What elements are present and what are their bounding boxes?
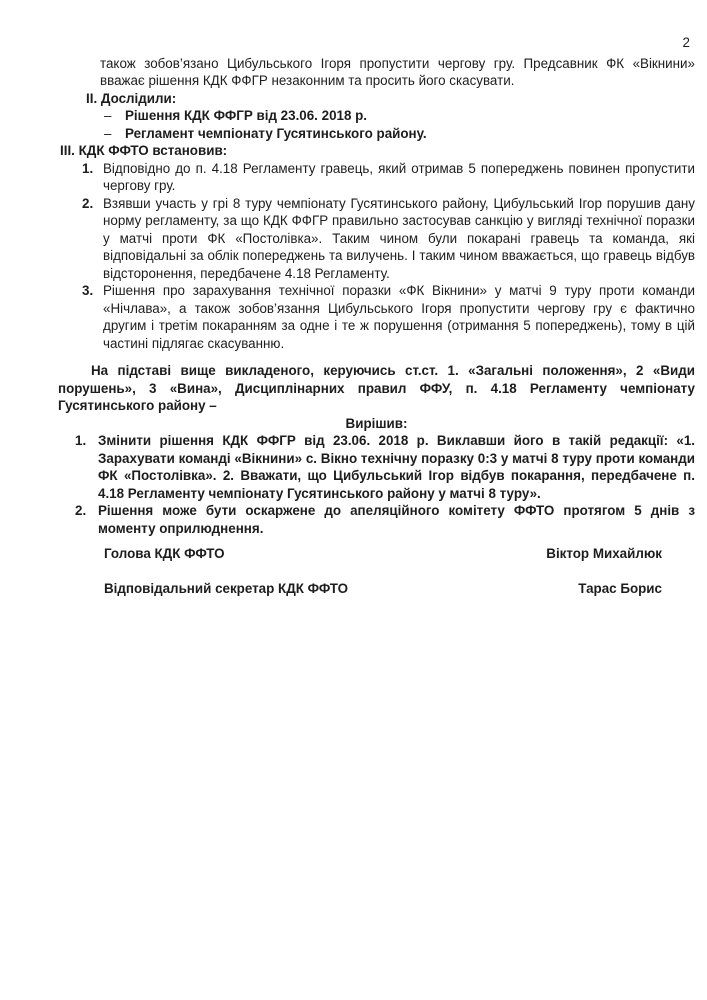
item-number: 3. xyxy=(82,283,94,298)
resolution-list xyxy=(58,432,695,537)
dash-bullet: – xyxy=(104,125,112,141)
signature-row xyxy=(104,580,662,598)
spacer xyxy=(58,352,695,362)
findings-list xyxy=(58,160,695,353)
spacer xyxy=(58,537,695,545)
evidence-item xyxy=(104,107,695,125)
intro-paragraph: також зобов’язано Цибульського Ігоря пропустити чергову гру. Предсавник ФК «Вікнини» вважає рішення КДК ФФГР незаконним та просить його скасувати. xyxy=(100,55,695,88)
item-number: 2. xyxy=(82,195,94,211)
resolution-heading: Вирішив: xyxy=(345,415,408,431)
evidence-item xyxy=(104,125,695,143)
resolution-item xyxy=(75,432,695,502)
evidence-item-text: Регламент чемпіонату Гусятинського району. xyxy=(125,125,427,141)
finding-item xyxy=(82,160,695,195)
item-text: Відповідно до п. 4.18 Регламенту гравець, який отримав 5 попереджень повинен пропустити чергову гру. xyxy=(103,160,695,193)
section-2-heading: II. Дослідили: xyxy=(86,90,177,106)
page-number: 2 xyxy=(682,35,690,50)
evidence-list xyxy=(58,107,695,142)
spacer xyxy=(58,563,695,580)
item-text: Рішення про зарахування технічної поразки «ФК Вікнини» у матчі 9 туру проти команди «Нічлава», а також зобов’язання Цибульського Ігоря пропустити чергову гру є фактично другим і третім покаранням за одне і те ж порушення (отримання 5 попереджень), тому в цій частині підлягає скасуванню. xyxy=(103,283,695,351)
finding-item xyxy=(82,195,695,283)
basis-paragraph: На підставі вище викладеного, керуючись ст.ст. 1. «Загальні положення», 2 «Види порушень», 3 «Вина», Дисциплінарних правил ФФУ, п. 4.18 Регламенту чемпіонату Гусятинського району – xyxy=(58,363,695,413)
signature-title: Голова КДК ФФТО xyxy=(104,546,225,561)
evidence-item-text: Рішення КДК ФФГР від 23.06. 2018 р. xyxy=(125,108,368,123)
signature-block xyxy=(58,545,695,597)
signature-name: Тарас Борис xyxy=(578,580,662,596)
item-text: Змінити рішення КДК ФФГР від 23.06. 2018 р. Виклавши його в такій редакції: «1. Зарахувати команді «Вікнини» с. Вікно технічну поразку 0:3 у матчі 8 туру проти команди ФК «Постолівка». 2. Вважати, що Цибульський Ігор відбув покарання, передбачене п. 4.18 Регламенту чемпіонату Гусятинського району у матчі 8 туру». xyxy=(98,433,695,501)
document-content xyxy=(58,34,695,597)
signature-title: Відповідальний секретар КДК ФФТО xyxy=(104,580,349,596)
finding-item xyxy=(82,282,695,352)
item-number: 2. xyxy=(75,503,87,518)
signature-name: Віктор Михайлюк xyxy=(546,546,662,561)
signature-row xyxy=(104,545,662,563)
dash-bullet: – xyxy=(104,108,112,123)
section-3-heading: III. КДК ФФТО встановив: xyxy=(60,143,228,158)
item-text: Взявши участь у грі 8 туру чемпіонату Гусятинського району, Цибульський Ігор порушив дану норму регламенту, за що КДК ФФГР правильно застосував санкцію у вигляді технічної поразки у матчі проти ФК «Постолівка». Таким чином були покарані гравець та команда, які відповідальні за облік попереджень та вилучень. І таким чином вважається, що гравець відбув відсторонення, передбачене 4.18 Регламенту. xyxy=(103,195,695,281)
item-number: 1. xyxy=(82,160,94,176)
item-text: Рішення може бути оскаржене до апеляційного комітету ФФТО протягом 5 днів з моменту оприлюднення. xyxy=(98,503,695,536)
resolution-item xyxy=(75,502,695,537)
item-number: 1. xyxy=(75,433,87,448)
